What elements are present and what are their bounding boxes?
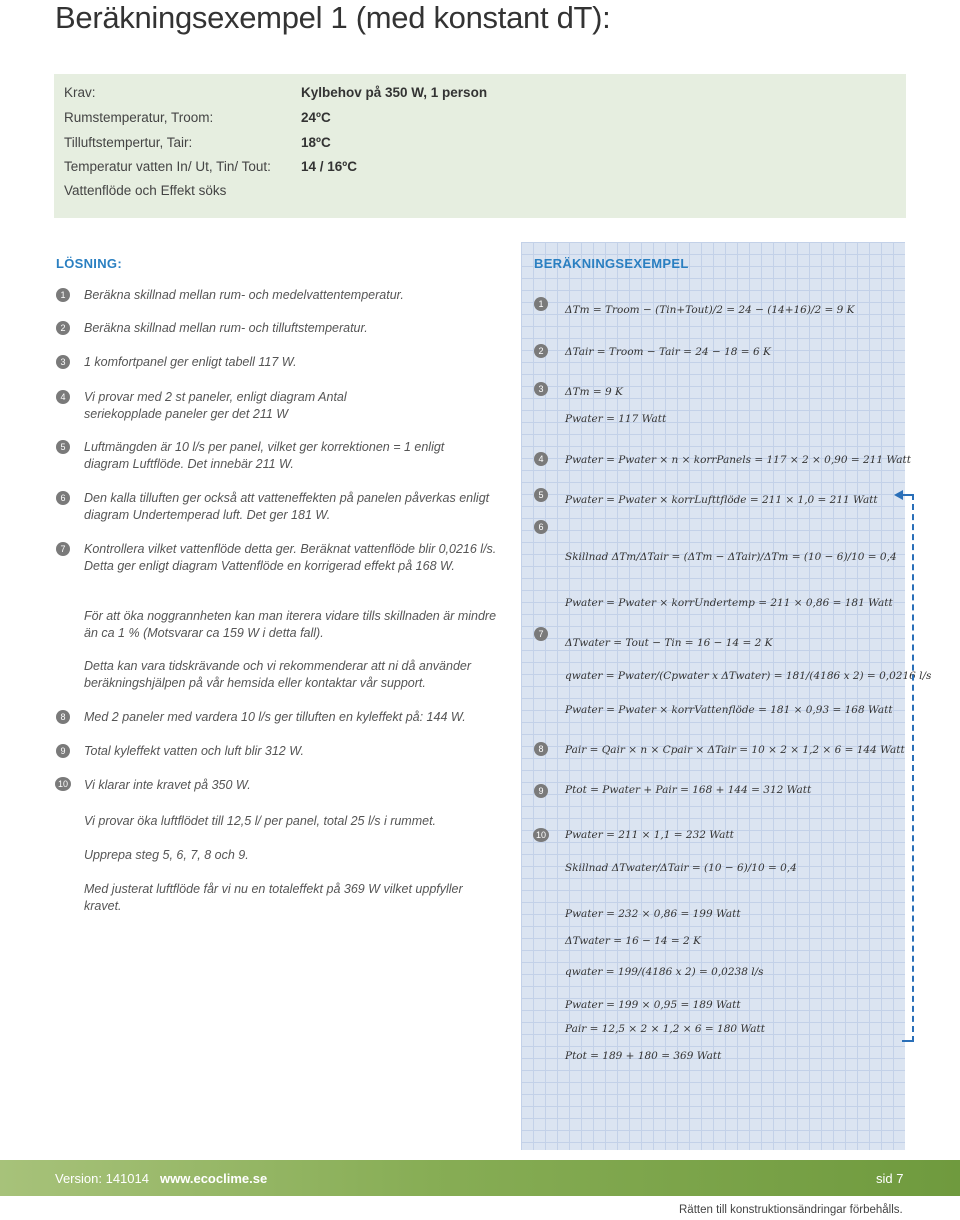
step-text: 1 komfortpanel ger enligt tabell 117 W.: [84, 355, 297, 369]
formula-p-water-flow: Pwater = Pwater × korrVattenflöde = 181 × 0,93 = 168 Watt: [565, 704, 893, 716]
page-title: Beräkningsexempel 1 (med konstant dT):: [55, 0, 611, 35]
formula-delta-tair: ΔTair = Troom − Tair = 24 − 18 = 6 K: [565, 346, 771, 358]
formula-p-air: Pair = Qair × n × Cpair × ΔTair = 10 × 2 × 1,2 × 6 = 144 Watt: [565, 744, 905, 756]
step-text: Den kalla tilluften ger också att vatteneffekten på panelen påverkas enligt diagram Undertemperad luft. Det ger 181 W.: [84, 491, 490, 522]
formula-q-water-2: qwater = 199/(4186 x 2) = 0,0238 l/s: [565, 966, 764, 978]
formula-p-tot: Ptot = Pwater + Pair = 168 + 144 = 312 Watt: [565, 784, 812, 796]
krav-label: Krav:: [64, 85, 96, 100]
step-badge: 2: [56, 321, 70, 335]
formula-p-water-base: Pwater = 117 Watt: [565, 413, 667, 425]
example-badge: 1: [534, 297, 548, 311]
step-note: Detta kan vara tidskrävande och vi rekommenderar att ni då använder beräkningshjälpen på vår hemsida eller kontaktar vår support.: [84, 659, 472, 690]
example-badge: 4: [534, 452, 548, 466]
room-temp-value: 24ºC: [301, 110, 331, 125]
iteration-arrow-bottom: [902, 1040, 914, 1042]
solution-heading: LÖSNING:: [56, 256, 122, 271]
formula-skillnad-2: Skillnad ΔTwater/ΔTair = (10 − 6)/10 = 0,4: [565, 862, 797, 874]
formula-delta-tm: ΔTm = Troom − (Tin+Tout)/2 = 24 − (14+16)/2 = 9 K: [565, 304, 855, 316]
example-badge: 5: [534, 488, 548, 502]
step-badge: 3: [56, 355, 70, 369]
example-badge: 9: [534, 784, 548, 798]
page-number: sid 7: [876, 1171, 904, 1186]
example-badge: 2: [534, 344, 548, 358]
formula-p-water-2: Pwater = 211 × 1,1 = 232 Watt: [565, 829, 734, 841]
example-badge: 3: [534, 382, 548, 396]
step-badge: 8: [56, 710, 70, 724]
iteration-arrow-vertical: [912, 494, 914, 1042]
requirements-box: [54, 74, 906, 218]
formula-p-water-4: Pwater = 199 × 0,95 = 189 Watt: [565, 999, 741, 1011]
website-link[interactable]: www.ecoclime.se: [160, 1171, 268, 1186]
step-badge: 1: [56, 288, 70, 302]
iteration-arrow-top: [902, 494, 914, 496]
step-text: Beräkna skillnad mellan rum- och tilluftstemperatur.: [84, 321, 368, 335]
formula-p-air-2: Pair = 12,5 × 2 × 1,2 × 6 = 180 Watt: [565, 1023, 765, 1035]
formula-delta-twater: ΔTwater = Tout − Tin = 16 − 14 = 2 K: [565, 637, 773, 649]
formula-p-water-3: Pwater = 232 × 0,86 = 199 Watt: [565, 908, 741, 920]
example-heading: BERÄKNINGSEXEMPEL: [534, 256, 689, 271]
example-badge: 8: [534, 742, 548, 756]
step-badge: 5: [56, 440, 70, 454]
step-text: Beräkna skillnad mellan rum- och medelvattentemperatur.: [84, 288, 404, 302]
step-text: Total kyleffekt vatten och luft blir 312 W.: [84, 744, 305, 758]
step-text: Kontrollera vilket vattenflöde detta ger. Beräknat vattenflöde blir 0,0216 l/s. Detta ger enligt diagram Vattenflöde en korrigerad effekt på 168 W.: [84, 542, 497, 573]
example-badge: 6: [534, 520, 548, 534]
example-badge: 10: [533, 828, 549, 842]
formula-p-water-undertemp: Pwater = Pwater × korrUndertemp = 211 × 0,86 = 181 Watt: [565, 597, 893, 609]
water-temp-value: 14 / 16ºC: [301, 159, 357, 174]
formula-p-water-panels: Pwater = Pwater × n × korrPanels = 117 × 2 × 0,90 = 211 Watt: [565, 454, 911, 466]
formula-skillnad: Skillnad ΔTm/ΔTair = (ΔTm − ΔTair)/ΔTm = (10 − 6)/10 = 0,4: [565, 551, 897, 563]
sought-label: Vattenflöde och Effekt söks: [64, 183, 227, 198]
step-badge: 10: [55, 777, 71, 791]
formula-delta-tm-value: ΔTm = 9 K: [565, 386, 623, 398]
formula-p-water-airflow: Pwater = Pwater × korrLufttflöde = 211 × 1,0 = 211 Watt: [565, 494, 878, 506]
example-badge: 7: [534, 627, 548, 641]
step-badge: 4: [56, 390, 70, 404]
step-badge: 7: [56, 542, 70, 556]
water-temp-label: Temperatur vatten In/ Ut, Tin/ Tout:: [64, 159, 271, 174]
step-note: Med justerat luftflöde får vi nu en totaleffekt på 369 W vilket uppfyller kravet.: [84, 882, 463, 913]
step-note: För att öka noggrannheten kan man iterera vidare tills skillnaden är mindre än ca 1 % (Motsvarar ca 159 W i detta fall).: [84, 609, 497, 640]
step-text: Vi klarar inte kravet på 350 W.: [84, 778, 251, 792]
step-text: Luftmängden är 10 l/s per panel, vilket ger korrektionen = 1 enligt diagram Luftflöde. Det innebär 211 W.: [84, 440, 445, 471]
step-note: Upprepa steg 5, 6, 7, 8 och 9.: [84, 848, 249, 862]
formula-delta-twater-2: ΔTwater = 16 − 14 = 2 K: [565, 935, 701, 947]
example-panel: [521, 242, 905, 1150]
step-badge: 9: [56, 744, 70, 758]
step-badge: 6: [56, 491, 70, 505]
version-label: Version: 141014: [55, 1171, 149, 1186]
arrow-head-icon: [894, 490, 903, 500]
formula-p-tot-2: Ptot = 189 + 180 = 369 Watt: [565, 1050, 722, 1062]
disclaimer: Rätten till konstruktionsändringar förbehålls.: [679, 1204, 903, 1216]
room-temp-label: Rumstemperatur, Troom:: [64, 110, 214, 125]
step-text: Med 2 paneler med vardera 10 l/s ger tilluften en kyleffekt på: 144 W.: [84, 710, 466, 724]
step-note: Vi provar öka luftflödet till 12,5 l/ per panel, total 25 l/s i rummet.: [84, 814, 437, 828]
krav-value: Kylbehov på 350 W, 1 person: [301, 85, 488, 100]
supply-air-label: Tilluftstempertur, Tair:: [64, 135, 193, 150]
supply-air-value: 18ºC: [301, 135, 331, 150]
formula-q-water: qwater = Pwater/(Cpwater x ΔTwater) = 181/(4186 x 2) = 0,0216 l/s: [565, 670, 932, 682]
step-text: Vi provar med 2 st paneler, enligt diagram Antal seriekopplade paneler ger det 211 W: [84, 390, 347, 421]
